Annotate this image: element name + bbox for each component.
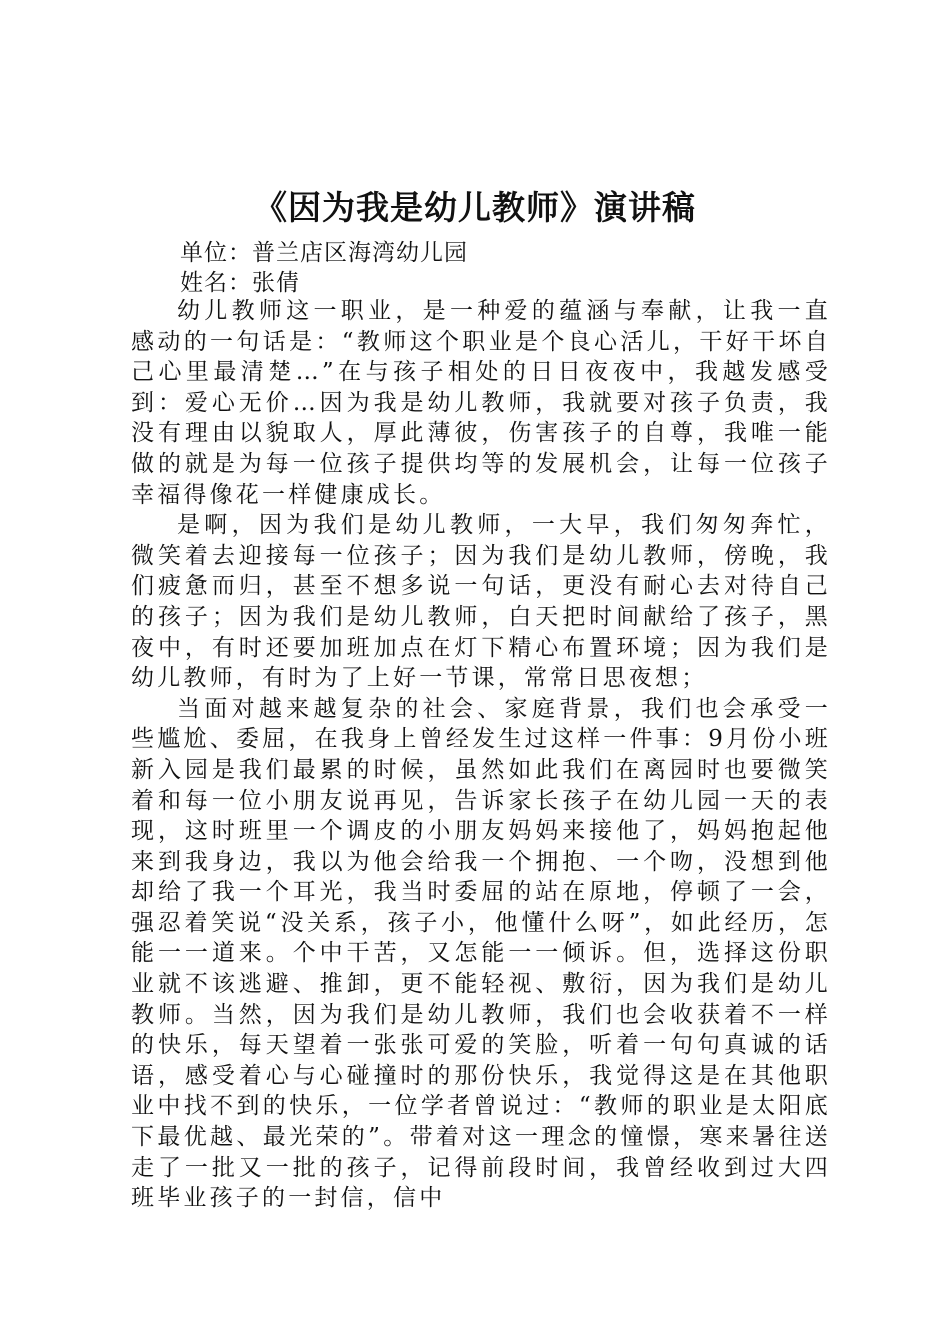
paragraph-1: 幼儿教师这一职业，是一种爱的蕴涵与奉献，让我一直感动的一句话是：“教师这个职业是个良心活儿，干好干坏自己心里最清楚…”在与孩子相处的日日夜夜中，我越发感受到：爱心无价…因为我是幼儿教师，我就要对孩子负责，我没有理由以貌取人，厚此薄彼，伤害孩子的自尊，我唯一能做的就是为每一位孩子提供均等的发展机会，让每一位孩子幸福得像花一样健康成长。 — [131, 298, 831, 508]
paragraph-2: 是啊，因为我们是幼儿教师，一大早，我们匆匆奔忙，微笑着去迎接每一位孩子；因为我们是幼儿教师，傍晚，我们疲惫而归，甚至不想多说一句话，更没有耐心去对待自己的孩子；因为我们是幼儿教师，白天把时间献给了孩子，黑夜中，有时还要加班加点在灯下精心布置环境；因为我们是幼儿教师，有时为了上好一节课，常常日思夜想； — [131, 512, 831, 692]
author-name: 姓名：张倩 — [180, 270, 300, 296]
author-unit: 单位：普兰店区海湾幼儿园 — [180, 240, 468, 266]
document-title: 《因为我是幼儿教师》演讲稿 — [254, 188, 696, 227]
speech-body — [131, 296, 831, 1214]
paragraph-3: 当面对越来越复杂的社会、家庭背景，我们也会承受一些尴尬、委屈，在我身上曾经发生过这样一件事：9月份小班新入园是我们最累的时候，虽然如此我们在离园时也要微笑着和每一位小朋友说再见，告诉家长孩子在幼儿园一天的表现，这时班里一个调皮的小朋友妈妈来接他了，妈妈抱起他来到我身边，我以为他会给我一个拥抱、一个吻，没想到他却给了我一个耳光，我当时委屈的站在原地，停顿了一会，强忍着笑说“没关系，孩子小，他懂什么呀”，如此经历，怎能一一道来。个中干苦，又怎能一一倾诉。但，选择这份职业就不该逃避、推卸，更不能轻视、敷衍，因为我们是幼儿教师。当然，因为我们是幼儿教师，我们也会收获着不一样的快乐，每天望着一张张可爱的笑脸，听着一句句真诚的话语，感受着心与心碰撞时的那份快乐，我觉得这是在其他职业中找不到的快乐，一位学者曾说过：“教师的职业是太阳底下最优越、最光荣的”。带着对这一理念的憧憬，寒来暑往送走了一批又一批的孩子，记得前段时间，我曾经收到过大四班毕业孩子的一封信，信中 — [131, 695, 831, 1212]
